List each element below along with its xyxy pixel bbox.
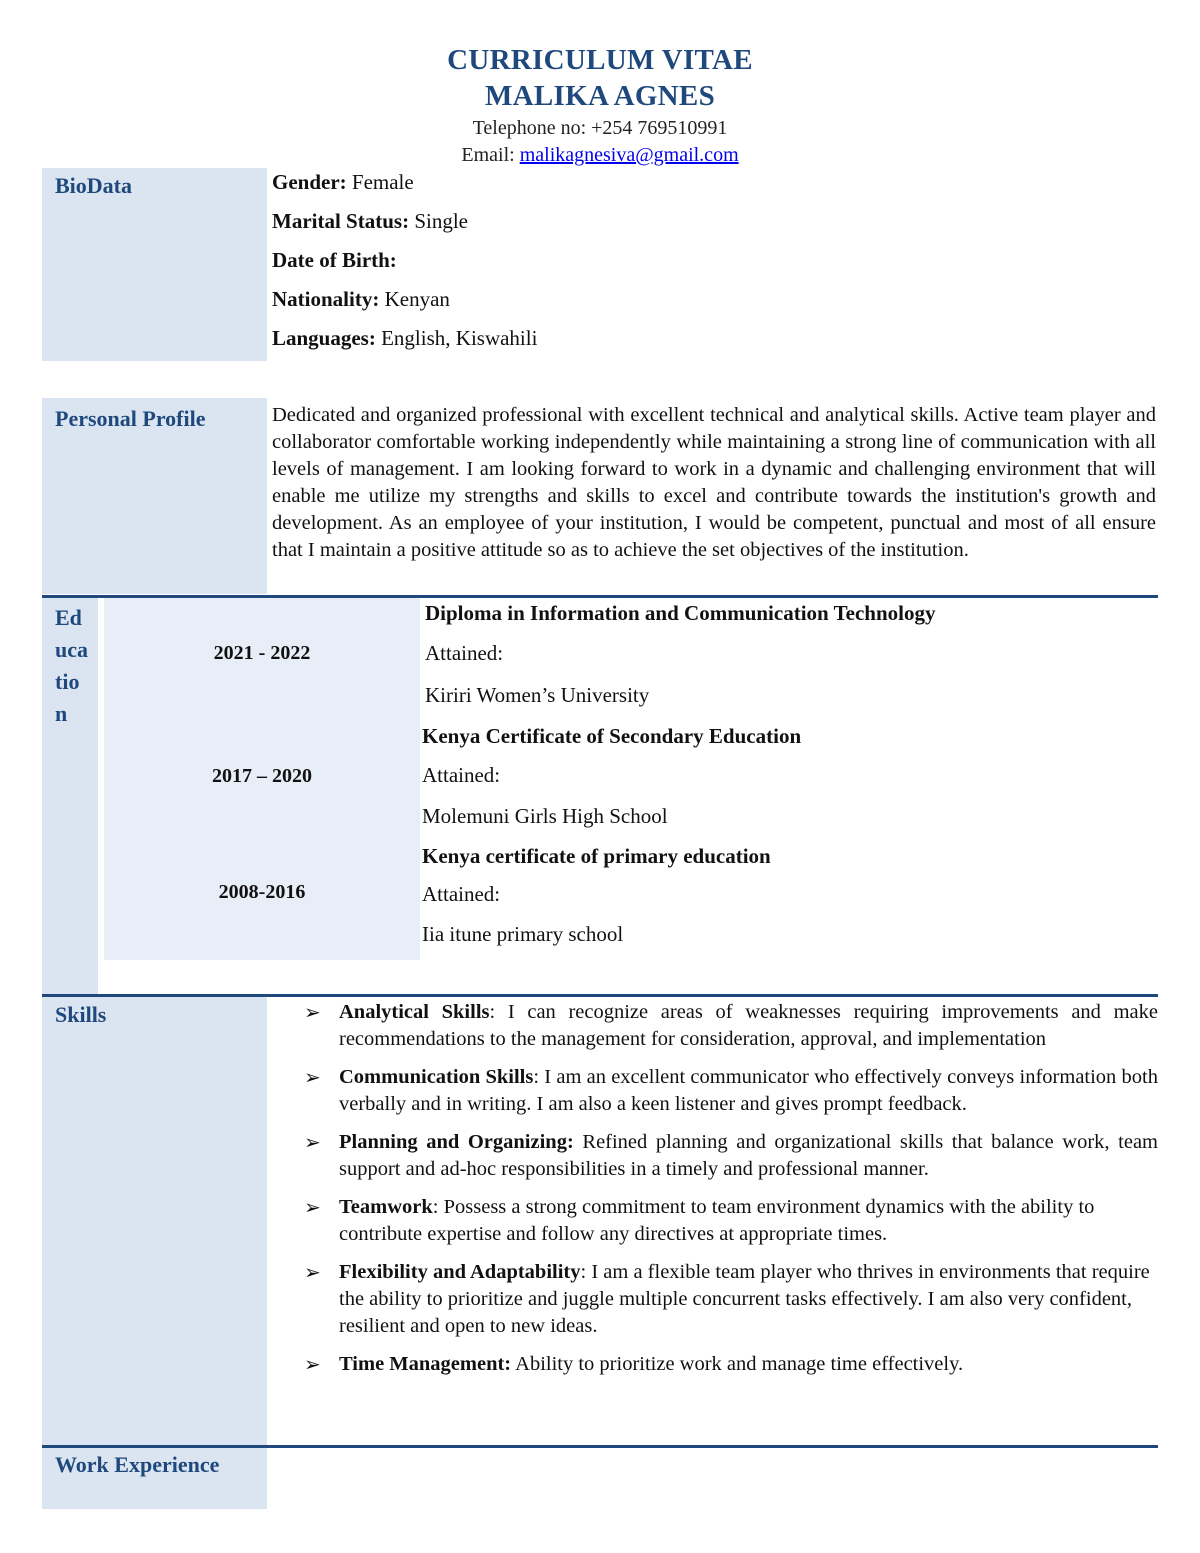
nationality-value: Kenyan (384, 287, 450, 311)
education-years: 2008-2016 (218, 881, 306, 903)
skill-name: Communication Skills (339, 1066, 534, 1088)
education-school: Iia itune primary school (422, 922, 624, 946)
skill-separator: : (489, 1001, 508, 1023)
skill-name: Planning and Organizing: (339, 1131, 574, 1153)
skill-text: I am an excellent communicator who effectively conveys information both verbally and in writing. I am also a keen listener and gives prompt feedback. (339, 1066, 1158, 1115)
skills-list (300, 999, 1158, 1389)
arrow-bullet-icon: ➢ (304, 1130, 321, 1154)
skills-label-cell (42, 997, 267, 1445)
education-label (55, 602, 88, 730)
education-label-part: uca (55, 637, 88, 662)
profile-label: Personal Profile (55, 406, 206, 431)
education-attained: Attained: (425, 641, 504, 665)
marital-value: Single (414, 209, 468, 233)
languages-line (272, 326, 537, 351)
dob-key: Date of Birth: (272, 248, 397, 272)
education-label-part: tio (55, 669, 80, 694)
list-item (300, 1129, 1158, 1183)
gender-key: Gender: (272, 170, 347, 194)
nationality-line (272, 287, 450, 312)
skill-name: Flexibility and Adaptability (339, 1261, 581, 1283)
education-years: 2021 - 2022 (213, 642, 311, 664)
education-title: Diploma in Information and Communication Technology (425, 601, 936, 625)
skill-name: Teamwork (339, 1196, 433, 1218)
nationality-key: Nationality: (272, 287, 380, 311)
education-attained: Attained: (422, 763, 501, 787)
skill-name: Time Management: (339, 1353, 512, 1375)
arrow-bullet-icon: ➢ (304, 1260, 321, 1284)
cv-title: CURRICULUM VITAE (447, 44, 753, 76)
telephone: Telephone no: +254 769510991 (472, 117, 728, 139)
skills-label: Skills (55, 1002, 107, 1027)
arrow-bullet-icon: ➢ (304, 1065, 321, 1089)
education-label-part: n (55, 701, 68, 726)
biodata-label: BioData (55, 173, 132, 198)
list-item (300, 1259, 1158, 1340)
skill-text: Refined planning and organizational skills that balance work, team support and ad-hoc responsibilities in a timely and professional manner. (339, 1131, 1158, 1180)
gender-line (272, 170, 414, 195)
skill-text: Possess a strong commitment to team environment dynamics with the ability to contribute expertise and follow any directives at appropriate times. (339, 1196, 1095, 1245)
skill-separator: : (533, 1066, 545, 1088)
candidate-name: MALIKA AGNES (484, 80, 715, 112)
skill-text: Ability to prioritize work and manage time effectively. (515, 1353, 964, 1375)
work-experience-label: Work Experience (55, 1452, 220, 1477)
arrow-bullet-icon: ➢ (304, 1352, 321, 1376)
list-item (300, 1194, 1158, 1248)
skill-separator: : (580, 1261, 592, 1283)
languages-key: Languages: (272, 326, 376, 350)
dob-line (272, 248, 397, 273)
arrow-bullet-icon: ➢ (304, 1000, 321, 1024)
skill-text: I am a flexible team player who thrives in environments that require the ability to prioritize and juggle multiple concurrent tasks effectively. I am also very confident, resilient and open to new ideas. (339, 1261, 1150, 1337)
skill-separator: : (432, 1196, 444, 1218)
profile-text: Dedicated and organized professional with excellent technical and analytical skills. Active team player and collaborator comfortable working independently while maintaining a strong line of communication with all levels of management. I am looking forward to work in a dynamic and challenging environment that will enable me utilize my strengths and skills to excel and contribute towards the institution's growth and development. As an employee of your institution, I would be competent, punctual and most of all ensure that I maintain a positive attitude so as to achieve the set objectives of the institution. (272, 404, 1156, 561)
arrow-bullet-icon: ➢ (304, 1195, 321, 1219)
list-item (300, 999, 1158, 1053)
education-title: Kenya Certificate of Secondary Education (422, 724, 802, 748)
gender-value: Female (351, 170, 414, 194)
languages-value: English, Kiswahili (381, 326, 538, 350)
education-school: Kiriri Women’s University (425, 683, 650, 707)
email-line (0, 144, 1200, 167)
education-title: Kenya certificate of primary education (422, 844, 771, 868)
email-label: Email: (461, 144, 520, 166)
list-item (300, 1351, 1158, 1378)
marital-key: Marital Status: (272, 209, 410, 233)
skill-name: Analytical Skills (339, 1001, 490, 1023)
marital-line (272, 209, 468, 234)
education-years: 2017 – 2020 (212, 765, 312, 787)
skill-text: I can recognize areas of weaknesses requiring improvements and make recommendations to the management for consideration, approval, and implementation (339, 1001, 1158, 1050)
education-attained: Attained: (422, 882, 501, 906)
education-label-part: Ed (55, 605, 82, 630)
education-school: Molemuni Girls High School (422, 804, 668, 828)
email-link[interactable]: malikagnesiva@gmail.com (519, 144, 739, 166)
list-item (300, 1064, 1158, 1118)
